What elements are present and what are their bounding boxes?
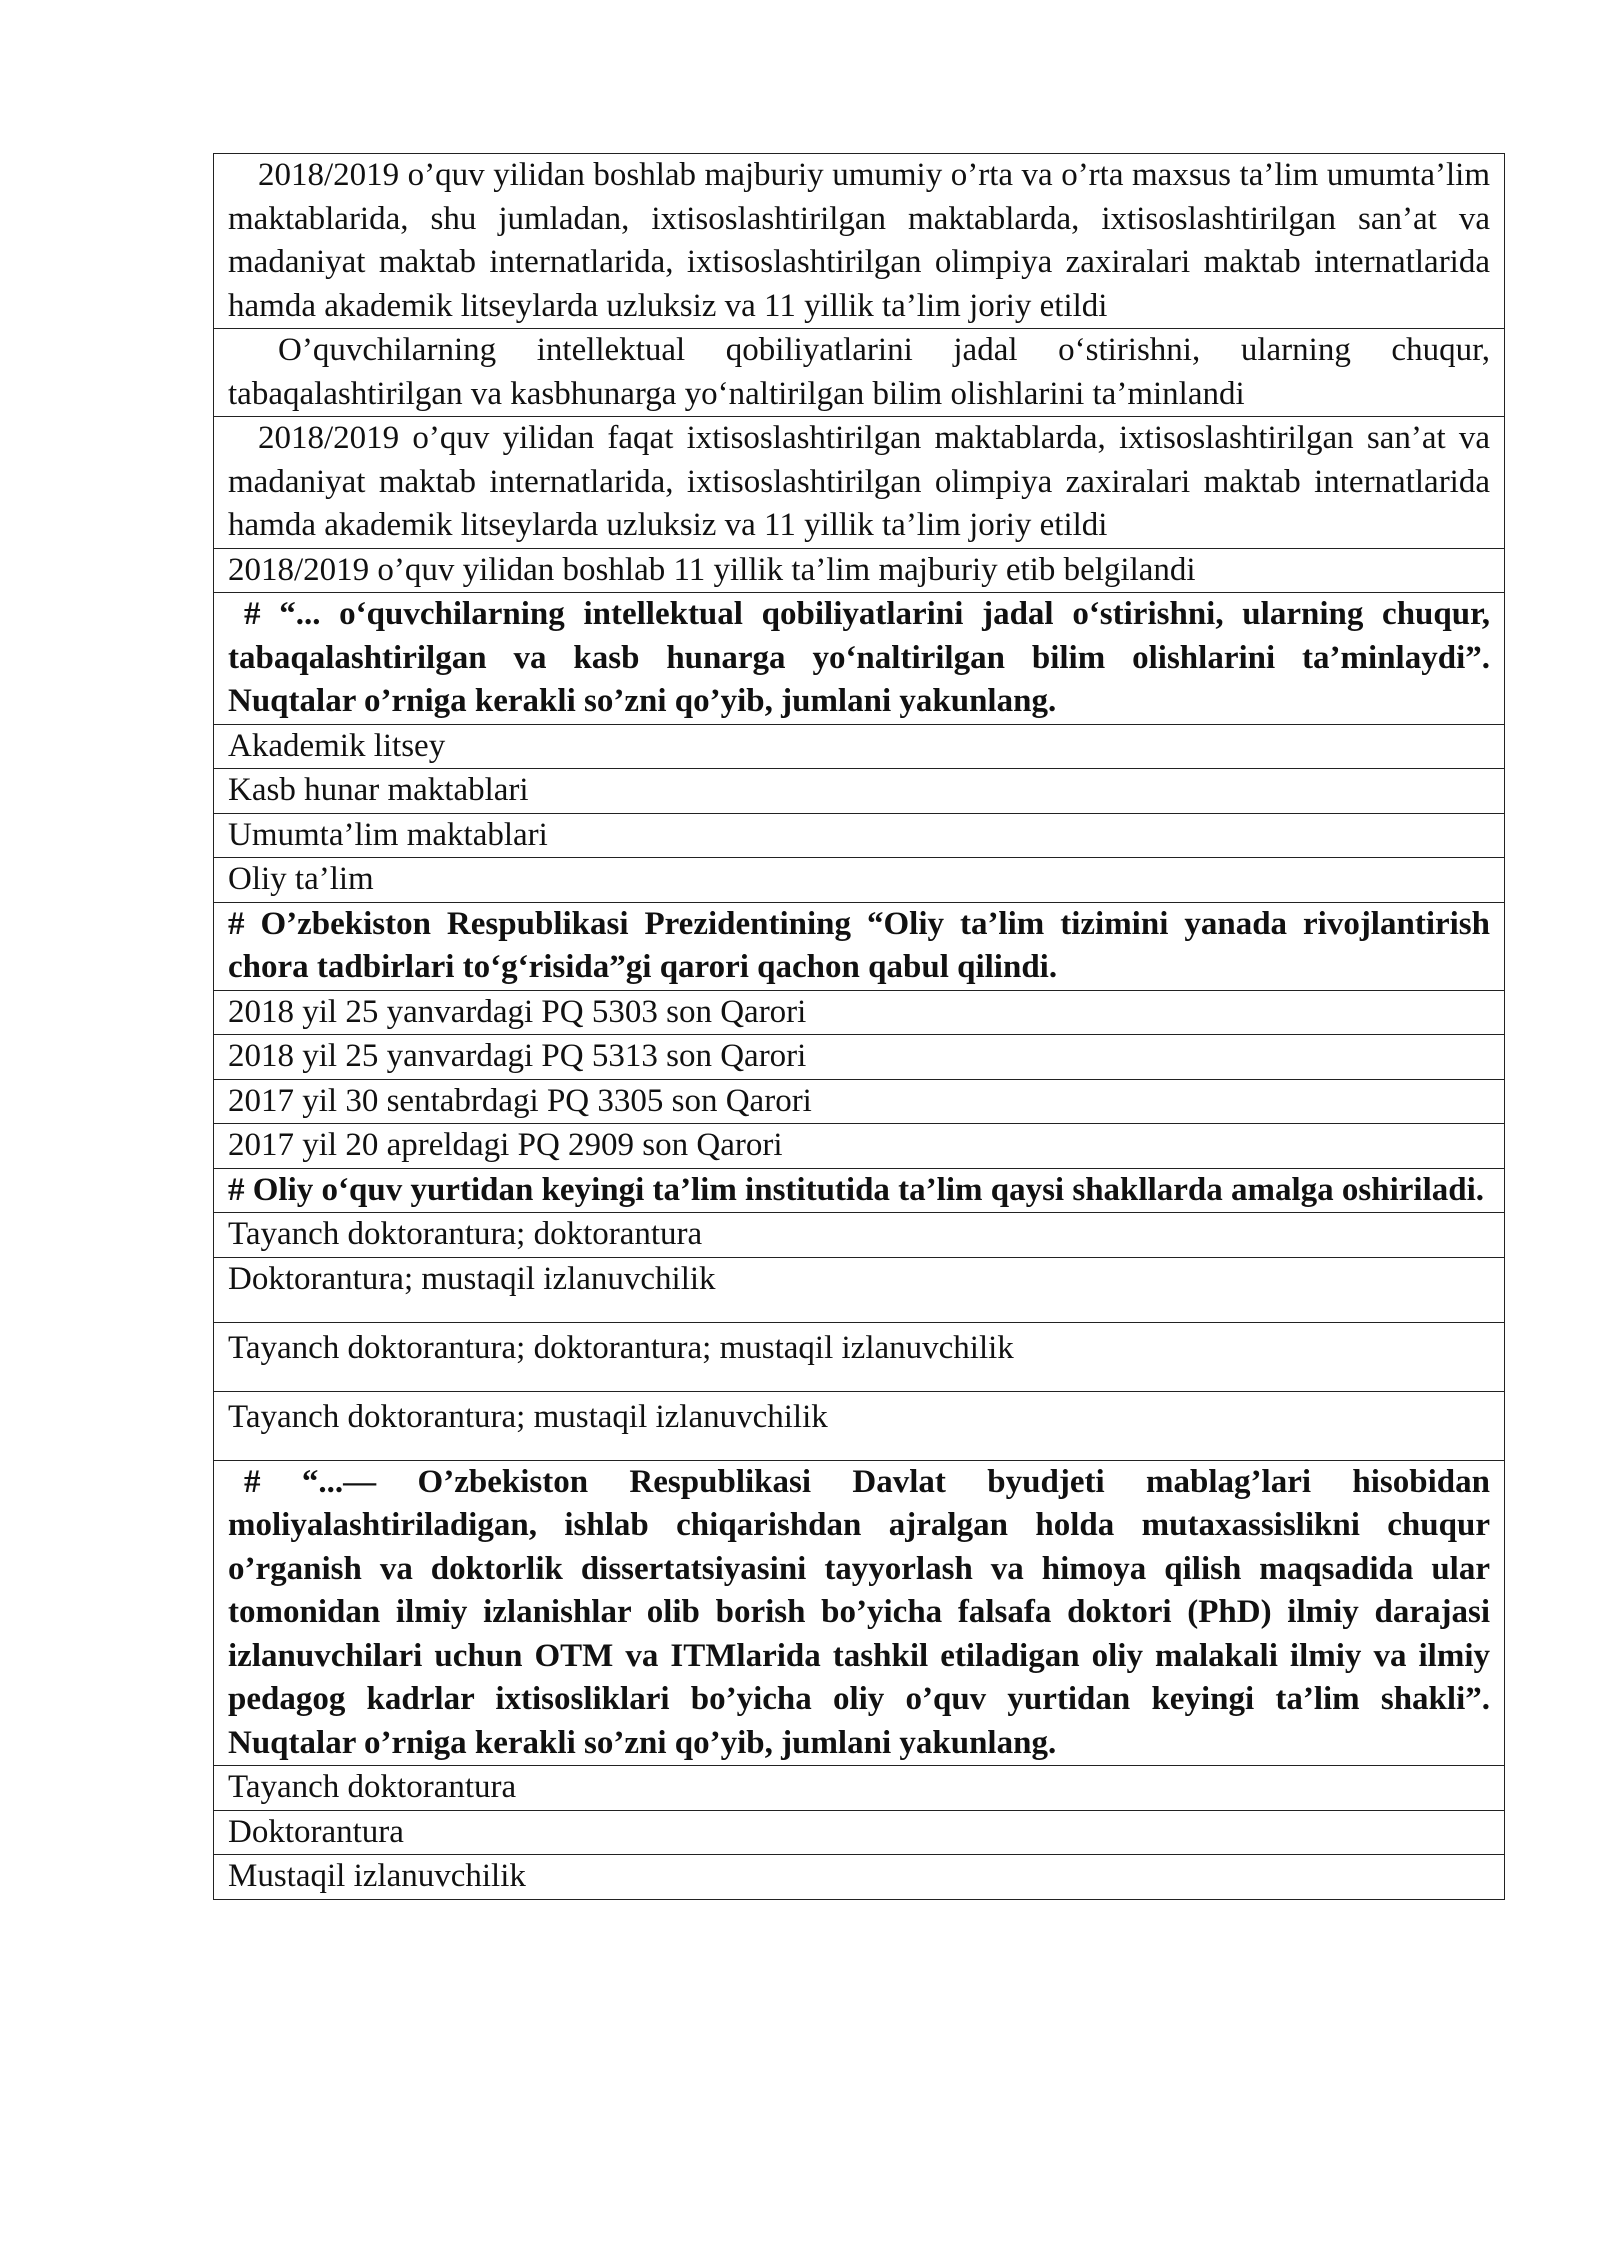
- table-row: [214, 1855, 1505, 1900]
- table-row: [214, 990, 1505, 1035]
- answer-option: Oliy ta’lim: [214, 858, 1505, 903]
- answer-option: Tayanch doktorantura: [214, 1766, 1505, 1811]
- answer-option: 2018 yil 25 yanvardagi PQ 5303 son Qarori: [214, 990, 1505, 1035]
- question-text: # “...— O’zbekiston Respublikasi Davlat byudjeti mablag’lari hisobidan moliyalashtiriladigan, ishlab chiqarishdan ajralgan holda mutaxassislikni chuqur o’rganish va doktorlik dissertatsiyasini tayyorlash va himoya qilish maqsadida ular tomonidan ilmiy izlanishlar olib borish bo’yicha falsafa doktori (PhD) ilmiy darajasi izlanuvchilari uchun OTM va ITMlarida tashkil etiladigan oliy malakali ilmiy va ilmiy pedagog kadrlar ixtisosliklari bo’yicha oliy o’quv yurtidan keyingi ta’lim shakli”. Nuqtalar o’rniga kerakli so’zni qo’yib, jumlani yakunlang.: [214, 1460, 1505, 1766]
- table-row: [214, 1460, 1505, 1766]
- answer-option: Umumta’lim maktablari: [214, 813, 1505, 858]
- table-row: [214, 1766, 1505, 1811]
- answer-option: Akademik litsey: [214, 724, 1505, 769]
- table-row: [214, 154, 1505, 329]
- table-row: [214, 1124, 1505, 1169]
- table-row: [214, 724, 1505, 769]
- answer-option: Tayanch doktorantura; doktorantura; mustaqil izlanuvchilik: [214, 1322, 1505, 1391]
- answer-option: 2018/2019 o’quv yilidan boshlab majburiy umumiy o’rta va o’rta maxsus ta’lim umumta’lim maktablarida, shu jumladan, ixtisoslashtirilgan maktablarda, ixtisoslashtirilgan san’at va madaniyat maktab internatlarida, ixtisoslashtirilgan olimpiya zaxiralari maktab internatlarida hamda akademik litseylarda uzluksiz va 11 yillik ta’lim joriy etildi: [214, 154, 1505, 329]
- answer-option: Tayanch doktorantura; mustaqil izlanuvchilik: [214, 1391, 1505, 1460]
- answer-option: Doktorantura: [214, 1810, 1505, 1855]
- question-text: # “... o‘quvchilarning intellektual qobiliyatlarini jadal o‘stirishni, ularning chuqur, tabaqalashtirilgan va kasb hunarga yo‘naltirilgan bilim olishlarini ta’minlaydi”. Nuqtalar o’rniga kerakli so’zni qo’yib, jumlani yakunlang.: [214, 593, 1505, 725]
- table-row: [214, 858, 1505, 903]
- table-row: [214, 1322, 1505, 1391]
- answer-option: 2018/2019 o’quv yilidan faqat ixtisoslashtirilgan maktablarda, ixtisoslashtirilgan san’at va madaniyat maktab internatlarida, ixtisoslashtirilgan olimpiya zaxiralari maktab internatlarida hamda akademik litseylarda uzluksiz va 11 yillik ta’lim joriy etildi: [214, 417, 1505, 549]
- table-row: [214, 548, 1505, 593]
- table-row: [214, 593, 1505, 725]
- table-row: [214, 1213, 1505, 1258]
- table-row: [214, 1035, 1505, 1080]
- answer-option: 2017 yil 30 sentabrdagi PQ 3305 son Qarori: [214, 1079, 1505, 1124]
- question-text: # O’zbekiston Respublikasi Prezidentining “Oliy ta’lim tizimini yanada rivojlantirish chora tadbirlari to‘g‘risida”gi qarori qachon qabul qilindi.: [214, 902, 1505, 990]
- table-row: [214, 1391, 1505, 1460]
- table-row: [214, 813, 1505, 858]
- table-row: [214, 1079, 1505, 1124]
- table-row: [214, 1168, 1505, 1213]
- answer-option: O’quvchilarning intellektual qobiliyatlarini jadal o‘stirishni, ularning chuqur, tabaqalashtirilgan va kasbhunarga yo‘naltirilgan bilim olishlarini ta’minlandi: [214, 329, 1505, 417]
- answer-option: Tayanch doktorantura; doktorantura: [214, 1213, 1505, 1258]
- answer-option: Doktorantura; mustaqil izlanuvchilik: [214, 1257, 1505, 1322]
- table-row: [214, 417, 1505, 549]
- answer-option: Mustaqil izlanuvchilik: [214, 1855, 1505, 1900]
- table-row: [214, 769, 1505, 814]
- answer-option: Kasb hunar maktablari: [214, 769, 1505, 814]
- test-questions-table: [213, 153, 1505, 1900]
- table-row: [214, 1810, 1505, 1855]
- answer-option: 2018/2019 o’quv yilidan boshlab 11 yillik ta’lim majburiy etib belgilandi: [214, 548, 1505, 593]
- question-text: # Oliy o‘quv yurtidan keyingi ta’lim institutida ta’lim qaysi shakllarda amalga oshiriladi.: [214, 1168, 1505, 1213]
- table-row: [214, 329, 1505, 417]
- table-row: [214, 1257, 1505, 1322]
- table-row: [214, 902, 1505, 990]
- answer-option: 2017 yil 20 apreldagi PQ 2909 son Qarori: [214, 1124, 1505, 1169]
- answer-option: 2018 yil 25 yanvardagi PQ 5313 son Qarori: [214, 1035, 1505, 1080]
